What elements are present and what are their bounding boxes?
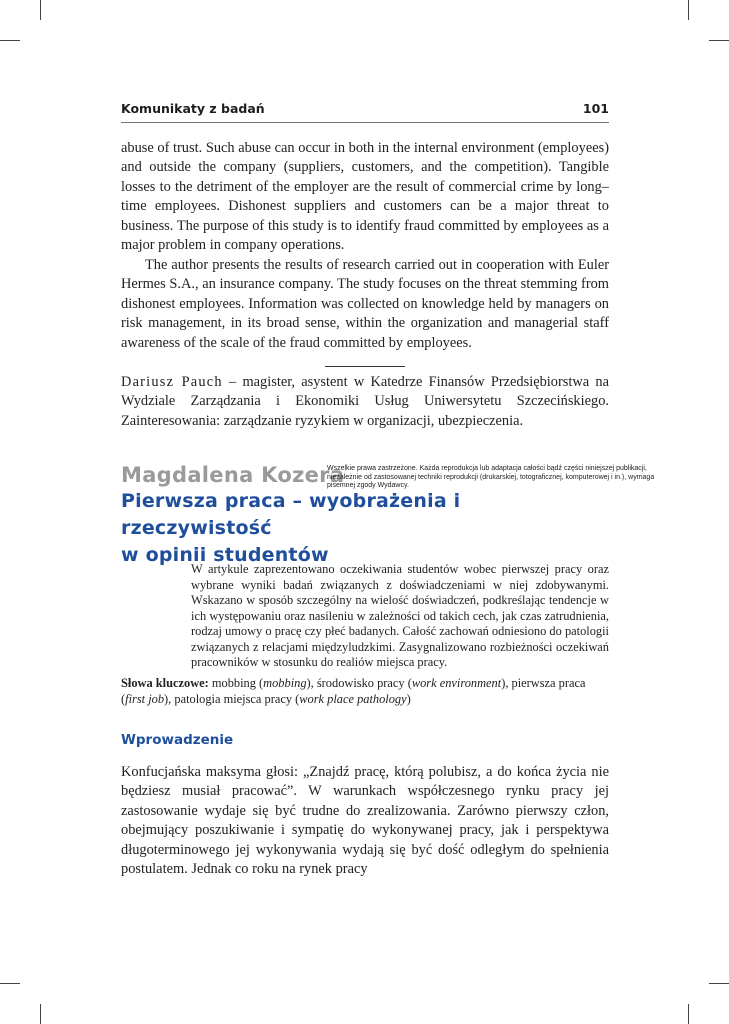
- article-title: [121, 488, 611, 569]
- keyword-segment: mobbing (: [208, 676, 264, 690]
- article-author: Magdalena Kozera: [121, 463, 345, 487]
- keyword-segment: mobbing: [263, 676, 307, 690]
- running-title: Komunikaty z badań: [121, 101, 265, 116]
- author-note-text: – magister, asystent w Katedrze Finansów Przedsiębiorstwa na Wydziale Zarządzania i Ekonomiki Usług Uniwersytetu Szczecińskiego. Zainteresowania: zarządzanie ryzykiem w organizacji, ubezpieczenia.: [121, 374, 609, 429]
- running-header: [121, 101, 609, 116]
- author-note: [121, 373, 609, 431]
- separator-rule: [325, 366, 405, 367]
- keyword-segment: ), patologia miejsca pracy (: [164, 692, 300, 706]
- keyword-segment: first job: [125, 692, 165, 706]
- keyword-segment: ), środowisko pracy (: [306, 676, 412, 690]
- article-title-line1: Pierwsza praca – wyobrażenia i rzeczywistość: [121, 490, 461, 539]
- crop-mark-right-top: [709, 40, 729, 41]
- crop-mark-left-top: [0, 40, 20, 41]
- crop-mark-right-bottom: [709, 983, 729, 984]
- author-presents-paragraph: The author presents the results of research carried out in cooperation with Euler Hermes S.A., an insurance company. The study focuses on the threat stemming from dishonest employees. Information was collected on knowledge held by managers on risk management, in its broad sense, within the organization and managerial staff awareness of the scale of the fraud committed by employees.: [121, 257, 609, 351]
- keywords: [121, 675, 609, 707]
- header-rule: [121, 122, 609, 123]
- section-heading-introduction: Wprowadzenie: [121, 732, 234, 748]
- article-title-line2: w opinii studentów: [121, 544, 329, 566]
- crop-mark-bottom-right: [688, 1004, 689, 1024]
- copyright-notice: Wszelkie prawa zastrzeżone. Każda reprodukcja lub adaptacja całości bądź części niniejszej publikacji, niezależnie od zastosowanej techniki reprodukcji (drukarskiej, totograficznej, komputerowej i in.), wymaga pisemnej zgody Wydawcy.: [327, 465, 655, 490]
- abstract-continuation-paragraph: abuse of trust. Such abuse can occur in both in the internal environment (employees) and outside the company (suppliers, customers, and the competition). Tangible losses to the detriment of the employer are the result of commercial crime by long–time employees. Dishonest suppliers and customers can be a major threat to business. The purpose of this study is to identify fraud committed by employees as a major problem in company operations.: [121, 140, 609, 254]
- keyword-segment: work place pathology: [299, 692, 407, 706]
- crop-mark-top-left: [40, 0, 41, 20]
- page-number: 101: [582, 101, 609, 116]
- crop-mark-left-bottom: [0, 983, 20, 984]
- crop-mark-bottom-left: [40, 1004, 41, 1024]
- keyword-segment: work environment: [411, 676, 502, 690]
- keyword-segment: ), pierwsza praca (: [121, 676, 586, 706]
- keyword-segment: ): [406, 692, 411, 706]
- keywords-label: Słowa kluczowe:: [121, 676, 209, 690]
- article-abstract: W artykule zaprezentowano oczekiwania studentów wobec pierwszej pracy oraz wybrane wyniki badań związanych z doświadczeniami w niej zdobywanymi. Wskazano w sposób szczególny na wielość doświadczeń, podkreślając tendencje w ich występowaniu oraz nasileniu w zależności od takich cech, jak czas zatrudnienia, rodzaj umowy o pracę czy płeć badanych. Całość zachowań odniesiono do patologii związanych z relacjami międzyludzkimi. Zasygnalizowano rozbieżności oczekiwań pracowników w stosunku do realiów miejsca pracy.: [191, 562, 609, 669]
- introduction-paragraph: Konfucjańska maksyma głosi: „Znajdź pracę, którą polubisz, a do końca życia nie będziesz musiał pracować”. W warunkach współczesnego rynku pracy jej zastosowanie wydaje się być trudne do zrealizowania. Zarówno pierwszy człon, obejmujący poszukiwanie i sympatię do wykonywanej pracy, jak i perspektywa długoterminowego jej wykonywania wydają się być dość odległym do spełnienia postulatem. Jednak co roku na rynek pracy: [121, 764, 609, 878]
- author-note-name: Dariusz Pauch: [121, 374, 223, 390]
- crop-mark-top-right: [688, 0, 689, 20]
